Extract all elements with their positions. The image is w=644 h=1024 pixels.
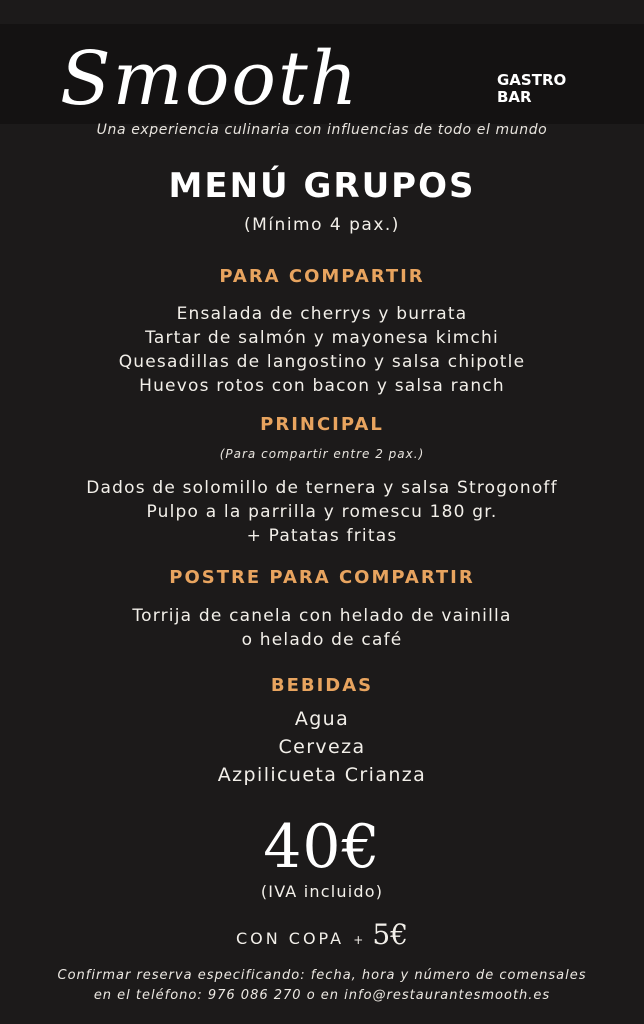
bebidas-list <box>0 705 644 789</box>
list-item: Agua <box>294 708 350 730</box>
list-item: + Patatas fritas <box>246 526 398 546</box>
reservation-footer <box>0 966 644 1006</box>
brand-logo: Smooth <box>60 36 360 122</box>
tagline: Una experiencia culinaria con influencias de todo el mundo <box>96 122 548 138</box>
list-item: Dados de solomillo de ternera y salsa Strogonoff <box>86 478 558 498</box>
brand-subtitle <box>497 72 566 106</box>
price-iva-note: (IVA incluido) <box>260 882 384 901</box>
principal-note: (Para compartir entre 2 pax.) <box>219 447 425 461</box>
logo-banner <box>0 24 644 124</box>
copa-label: CON COPA <box>235 929 345 948</box>
list-item: Ensalada de cherrys y burrata <box>176 304 468 324</box>
copa-supplement <box>0 918 644 951</box>
section-title-compartir: PARA COMPARTIR <box>219 266 425 287</box>
section-title-postre: POSTRE PARA COMPARTIR <box>169 567 475 588</box>
copa-plus: + <box>353 933 364 947</box>
compartir-list <box>0 302 644 398</box>
copa-price: 5€ <box>372 918 409 951</box>
list-item: o helado de café <box>241 630 403 650</box>
list-item: Azpilicueta Crianza <box>217 764 427 786</box>
brand-sub-line1: GASTRO <box>497 71 567 89</box>
price: 40€ <box>263 812 381 882</box>
list-item: Quesadillas de langostino y salsa chipotle <box>118 352 526 372</box>
footer-line-2: en el teléfono: 976 086 270 o en info@restaurantesmooth.es <box>93 988 551 1003</box>
list-item: Pulpo a la parrilla y romescu 180 gr. <box>146 502 498 522</box>
brand-sub-line2: BAR <box>497 88 532 106</box>
list-item: Huevos rotos con bacon y salsa ranch <box>139 376 505 396</box>
principal-list <box>0 476 644 548</box>
menu-subtitle: (Mínimo 4 pax.) <box>244 215 400 235</box>
section-title-bebidas: BEBIDAS <box>270 675 374 696</box>
list-item: Torrija de canela con helado de vainilla <box>132 606 512 626</box>
footer-line-1: Confirmar reserva especificando: fecha, hora y número de comensales <box>57 968 587 983</box>
menu-title: MENÚ GRUPOS <box>168 166 476 206</box>
postre-list <box>0 604 644 652</box>
section-title-principal: PRINCIPAL <box>260 414 384 435</box>
list-item: Tartar de salmón y mayonesa kimchi <box>145 328 499 348</box>
list-item: Cerveza <box>278 736 366 758</box>
